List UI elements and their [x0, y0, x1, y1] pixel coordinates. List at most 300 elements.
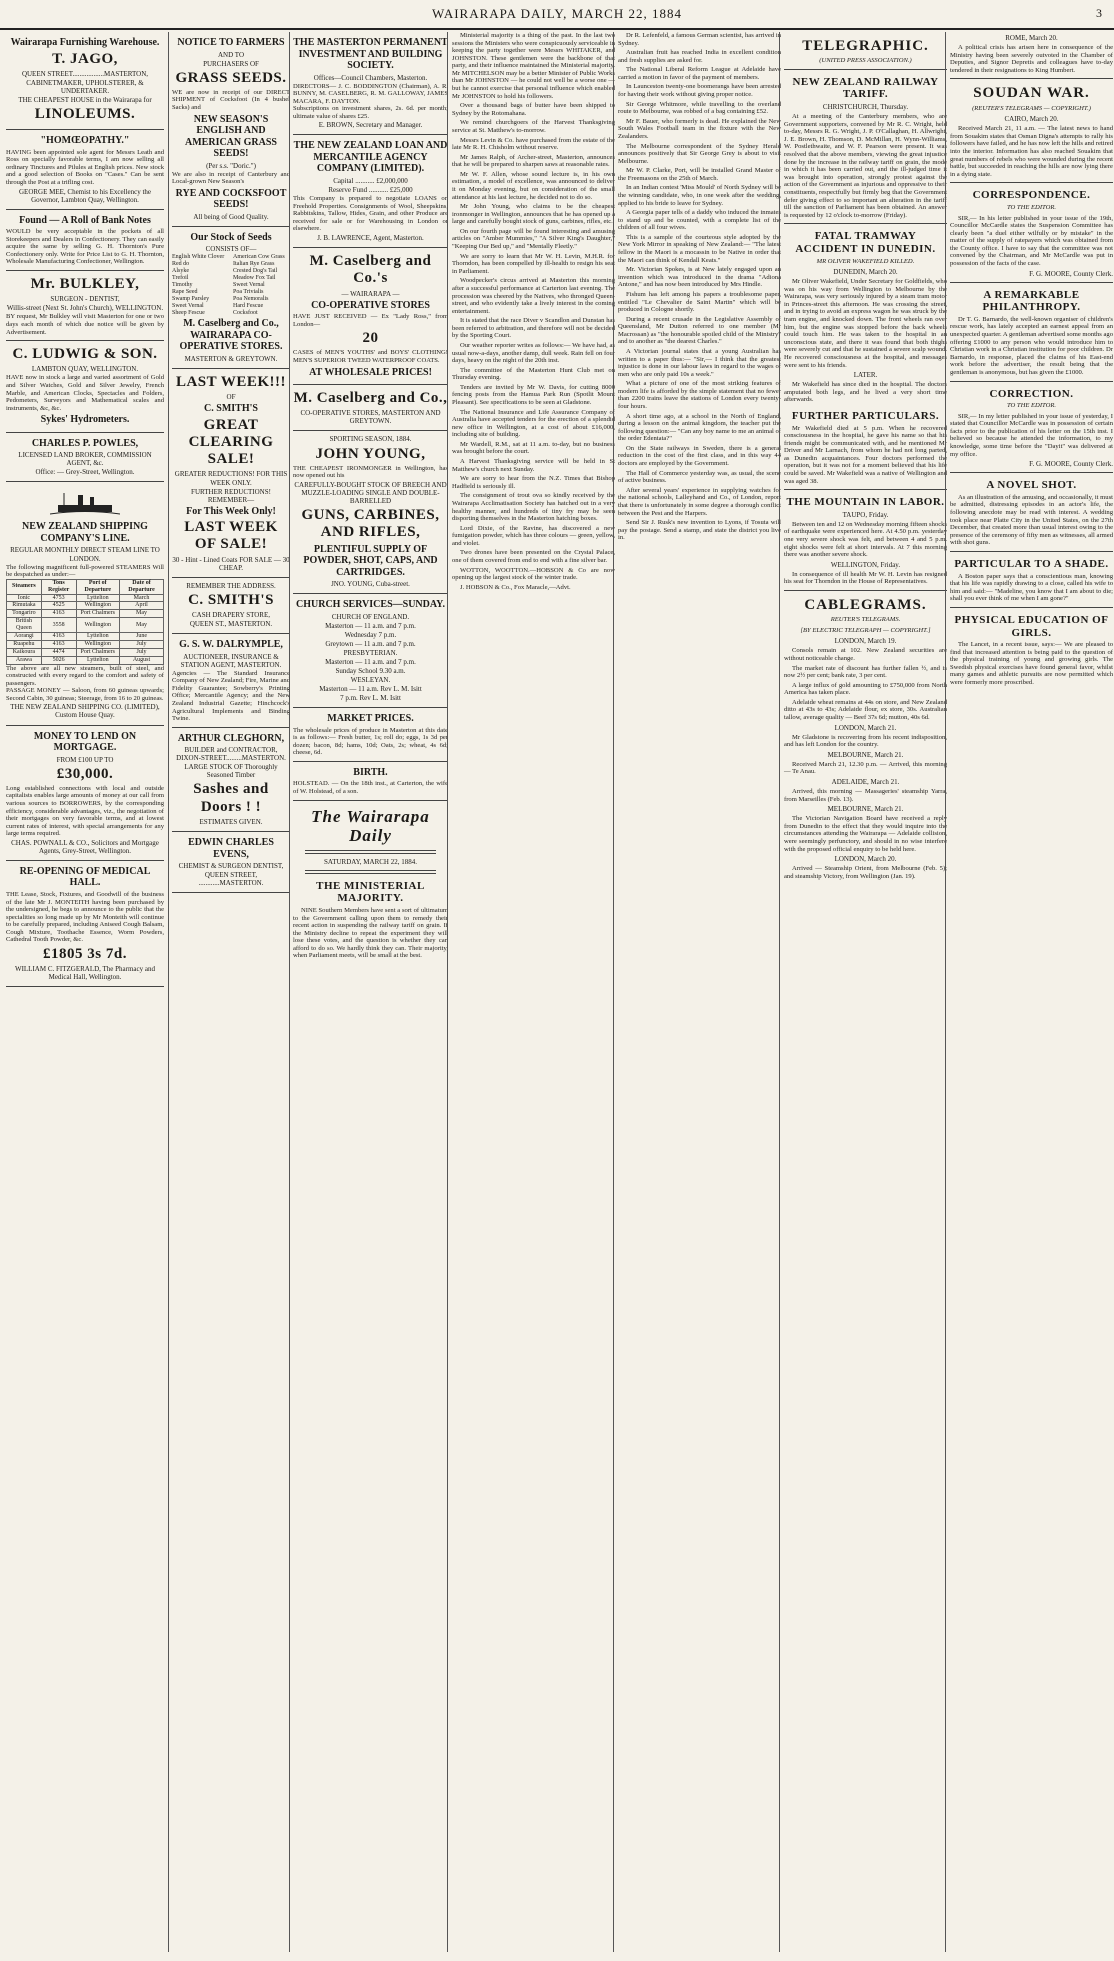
- birth-notice: [293, 762, 448, 801]
- table-cell: 4163: [41, 610, 76, 618]
- seed-item: Sheep Fescue: [172, 309, 205, 316]
- ad-line5: 30 - Hint - Lined Coats FOR SALE — 30 CHEAP.: [172, 555, 290, 572]
- section-heading-cablegrams: CABLEGRAMS.: [804, 596, 927, 613]
- ad-building-society: [293, 32, 448, 135]
- table-cell: July: [120, 640, 164, 648]
- divider: [305, 870, 436, 874]
- ad-line: THE CHEAPEST HOUSE in the Wairarapa for: [18, 95, 152, 104]
- ad-per: (Per s.s. "Doric."): [206, 161, 256, 170]
- ad-agent: Sykes' Hydrometers.: [40, 414, 130, 426]
- section-sub: TO THE EDITOR.: [1006, 203, 1057, 211]
- church-name: WESLEYAN.: [350, 675, 391, 684]
- article-body: A political crisis has arisen here in consequence of the Ministry having been severely outvoted in the Chamber of Deputies, and Signor Depretis and colleagues have to-day tendered in their resignations to King Humbert.: [950, 44, 1113, 74]
- table-cell: Tongariro: [7, 610, 42, 618]
- table-cell: April: [120, 602, 164, 610]
- ad-heading: Our Stock of Seeds: [190, 231, 272, 243]
- page-number: 3: [1096, 6, 1102, 20]
- table-cell: 4163: [41, 640, 76, 648]
- news-item: The Melbourne correspondent of the Sydney Herald announces positively that Sir George Grey is about to visit Melbourne.: [618, 142, 781, 165]
- article-heading: FATAL TRAMWAY ACCIDENT IN DUNEDIN.: [795, 230, 936, 255]
- ad-body: This Company is prepared to negotiate LOANS on Freehold Properties. Consignments of Wool, Sheepskins, Rabbitskins, Tallow, Hides, Grain, and other Produce are received for sale or for Warehousing in London or elsewhere.: [293, 195, 448, 233]
- ad-caselberg-stores: [293, 248, 448, 385]
- ad-signature: CHAS. POWNALL & CO., Solicitors and Mortgage Agents, Grey-Street, Wellington.: [11, 838, 159, 855]
- ad-stock: LARGE STOCK OF Thoroughly Seasoned Timber: [184, 763, 278, 780]
- ad-heading: CHARLES P. POWLES,: [31, 437, 139, 449]
- ad-heading: EDWIN CHARLES EVENS,: [188, 837, 274, 860]
- section-sub: TO THE EDITOR.: [1006, 402, 1057, 410]
- section-heading-correspondence: CORRESPONDENCE.: [972, 189, 1091, 202]
- service-times: [293, 622, 448, 648]
- dateline: LONDON, March 20.: [834, 855, 897, 864]
- cable-item: Arrived — Steamship Orient, from Melbourne (Feb. 5); and steamship Victory, from Wellington (Jan. 19).: [784, 865, 947, 880]
- seed-item: Cocksfoot: [233, 309, 258, 316]
- ad-price: £1805 3s 7d.: [43, 945, 127, 962]
- table-cell: 3558: [41, 618, 76, 633]
- news-item: Messrs Levin & Co. have purchased from the estate of the late Mr R. H. Chisholm without reserve.: [452, 136, 615, 152]
- ad-body: Agencies — The Standard Insurance Company of New Zealand; Fire, Marine and Fidelity Guarantee; Sowberry's Printing Office; Mercantile Agency; and the New Zealand Industrial Gazette; Hinchcock's Agricultural Implements and Binding Twine.: [172, 669, 290, 723]
- newspaper-masthead-title: WAIRARAPA DAILY, MARCH 22, 1884: [431, 6, 682, 21]
- ad-name: T. JAGO,: [52, 50, 118, 67]
- news-item: A Harvest Thanksgiving service will be held in St Matthew's church next Sunday.: [452, 458, 615, 473]
- article-heading: PARTICULAR TO A SHADE.: [954, 557, 1109, 570]
- section-sub: (UNITED PRESS ASSOCIATION.): [819, 57, 912, 65]
- article-body: Dr T. G. Barnardo, the well-known organiser of children's rescue work, has lately accepted an earnest appeal from an unexpected quarter. A gentleman advertised some months ago offering £1000 to any person who would introduce him to Christian work in a Christian institution for poor children. Dr Barnardo, in response, placed the claims of his East-end work before the advertiser, the result being that the gentleman is anonymous, but has given the £1000.: [950, 315, 1113, 376]
- ad-ludwig: [6, 341, 164, 433]
- ad-heading: THE NEW ZEALAND LOAN AND MERCANTILE AGENCY COMPANY (LIMITED).: [293, 140, 448, 175]
- ad-bank-notes: [6, 210, 164, 271]
- table-cell: Kaikoura: [7, 648, 42, 656]
- cable-item: The Victorian Navigation Board have received a reply from Dunedin to the effect that they would inquire into the circumstances attending the Wairarapa — Adelaide collision, were seemingly perfunctory, and should in no wise interfere with the proposed official enquiry to be held here.: [784, 815, 947, 853]
- service-times: [293, 685, 448, 702]
- ad-money: [6, 726, 164, 861]
- seed-item: Alsyke: [172, 268, 189, 275]
- table-cell: July: [120, 648, 164, 656]
- section-sub: (REUTER'S TELEGRAMS — COPYRIGHT.): [972, 104, 1091, 112]
- divider: [784, 223, 947, 224]
- news-item: Dr R. Lefenfeld, a famous German scientist, has arrived in Sydney.: [618, 32, 781, 47]
- table-cell: March: [120, 594, 164, 602]
- table-cell: 4474: [41, 648, 76, 656]
- divider: [950, 282, 1113, 283]
- table-cell: Wellington: [76, 602, 120, 610]
- table-cell: Port Chalmers: [76, 610, 120, 618]
- article-body: At a meeting of the Canterbury members, who are Government supporters, convened by Mr R. C. Wright, held to-day, Messrs R. G. Wright, J. P. O'Callaghan, H. Allwright, J. E. Brown, H. Thomson, D. McMillan, H. Wynn-Williams, W. Postlethwaite, and W. F. Pearson were present. It was resolved that the above members, viewing the great injustice done by the increase in the railway tariff on grain, the mode in which it has been carried out, and the ill-judged time it was brought into operation, strongly protest against the action of the Government as injurious and oppressive to their constituents, respectfully but firmly beg that the Government defer giving effect to so important an alteration in the tariff till the sanction of Parliament has been obtained. An answer is requested by 12 o'clock to-morrow (Friday).: [784, 113, 947, 219]
- table-cell: 4163: [41, 632, 76, 640]
- table-header: Date of Departure: [120, 579, 164, 594]
- sailing-table: [6, 579, 164, 665]
- letter-body: SIR,— In my letter published in your issue of yesterday, I stated that Councillor McCardle was in possession of certain facts prior to the publication of his letter on the 15th inst. I believed so because he attended the information, to my knowledge, some time before the "Dayit" was delivered at my office.: [950, 412, 1113, 458]
- ad-line2: FURTHER REDUCTIONS! REMEMBER—: [191, 487, 271, 504]
- seed-item: Italian Rye Grass: [233, 261, 275, 268]
- ad-line4: LAST WEEK OF SALE!: [184, 519, 278, 553]
- ad-address: QUEEN ST., MASTERTON.: [189, 620, 273, 629]
- article-body: Received March 21, 11 a.m. — The latest news to hand from Souakim states that Osman Digna's attempts to rally his followers have failed, and he has now left the hills and retired into the interior. Information has also reached Souakim that great numbers of rebels who were wounded during the recent battle, but succeeded in reaching the hills are now lying there in a dying state.: [950, 125, 1113, 178]
- seed-item: Trefoil: [172, 275, 189, 282]
- table-cell: British Queen: [7, 618, 42, 633]
- ad-big: LINOLEUMS.: [34, 105, 136, 122]
- service-time: Masterton — 11 a.m. Rev L. M. Isitt: [319, 684, 422, 693]
- ad-heading: NOTICE TO FARMERS: [177, 37, 285, 48]
- ad-sub: CHEMIST & SURGEON DENTIST,: [178, 862, 284, 871]
- letter-body: SIR,— In his letter published in your issue of the 19th, Councillor McCardle states the Suspension Committee has clearly been "a duel either wilfully or by mistake" in the matter of the supply of ratepayers which was obtained from the County office. I have to say that the committee was not convened by the Chairman, and Mr McCardle was put in possession of the facts of the case.: [950, 214, 1113, 267]
- section-heading: MARKET PRICES.: [327, 713, 414, 725]
- issue-date: SATURDAY, MARCH 22, 1884.: [324, 857, 417, 866]
- news-item: Mr F. Bauer, who formerly is dead. He explained the New South Wales Football team in the fixture with the New Zealanders.: [618, 117, 781, 140]
- divider: [950, 551, 1113, 552]
- news-item: Two drones have been presented on the Crystal Palace, one of them covered from end to end with a fine silver bar.: [452, 549, 615, 564]
- ad-grass-seeds: [172, 32, 290, 227]
- service-time: 7 p.m. Rev L. M. Isitt: [340, 694, 401, 703]
- masthead: [0, 0, 1114, 30]
- advt-item: WOTTON, WOOTTON.—HOBSON & Co are now opening up the largest stock of the winter trade.: [452, 566, 615, 582]
- news-item: The National Insurance and Life Assurance Company of Australia have accepted tenders for the erection of a splendid new office in Wellington, at a cost of about £16,000, including site of building.: [452, 408, 615, 439]
- ad-and: AND TO: [218, 50, 244, 59]
- ad-body: WE are now in receipt of our DIRECT SHIPMENT of Cocksfoot (In 4 bushel Sacks) and: [172, 88, 290, 111]
- ad-place: MASTERTON & GREYTOWN.: [184, 354, 278, 363]
- ad-line: The following magnificent full-powered STEAMERS Will be despatched as under:—: [6, 563, 164, 579]
- leader-heading: THE MINISTERIAL MAJORITY.: [316, 879, 425, 905]
- ad-heading: M. Caselberg and Co.,: [293, 390, 448, 407]
- ad-sub: AUCTIONEER, INSURANCE & STATION AGENT, MASTERTON.: [180, 652, 282, 669]
- ad-address: Office: — Grey-Street, Wellington.: [35, 468, 135, 477]
- article-body: Mr Wakefield has since died in the hospital. The doctors amputated both legs, and he lived a very short time afterwards.: [784, 381, 947, 404]
- ad-sub: REGULAR MONTHLY DIRECT STEAM LINE TO LONDON.: [10, 546, 160, 563]
- service-time: Greytown — 11 a.m. and 7 p.m.: [325, 639, 416, 648]
- news-item: On our fourth page will be found interesting and amusing articles on "Amber Mummies," "A Silver King's Daughter," "Keeping Our Bed up," and "Mentally Fleetly.": [452, 227, 615, 251]
- advt-signature: J. HOBSON & Co., Fox Maracle,—Advt.: [460, 583, 571, 591]
- cable-item: Consols remain at 102. New Zealand securities are without noticeable change.: [784, 647, 947, 662]
- ad-of: OF: [226, 393, 236, 402]
- seed-item: Crested Dog's Tail: [233, 268, 278, 275]
- news-item: Mr W. P. Clarke, Port, will be installed Grand Master of the Freemasons on the 25th of March.: [618, 167, 781, 182]
- news-item: Over a thousand bags of butter have been shipped to Sydney by the Rotomahana.: [452, 102, 615, 117]
- ad-new: NEW SEASON'S ENGLISH AND AMERICAN GRASS SEEDS!: [185, 113, 277, 160]
- ad-dalrymple: [172, 634, 290, 728]
- ad-sub: PURCHASERS OF: [203, 59, 259, 68]
- ad-big: GRASS SEEDS.: [175, 69, 287, 86]
- section-heading-soudan: SOUDAN WAR.: [973, 85, 1090, 102]
- dateline: CAIRO, March 20.: [1004, 115, 1059, 124]
- ad-evens: [172, 832, 290, 893]
- seed-item: Poa Trivialis: [233, 288, 264, 295]
- column-2: [168, 32, 290, 1952]
- divider: [950, 607, 1113, 608]
- news-item: Mr John Young, who claims to be the cheapest ironmonger in Wellington, announces that he has opened up a large and carefully bought stock of guns, carbines, rifles, etc.: [452, 203, 615, 226]
- section-heading: BIRTH.: [353, 766, 388, 778]
- divider: [305, 850, 436, 854]
- table-cell: Arawa: [7, 656, 42, 664]
- seed-item: Hard Fescue: [233, 302, 264, 309]
- ad-smith-sale: [172, 369, 290, 578]
- dateline: DUNEDIN, March 20.: [833, 268, 898, 277]
- table-cell: Lyttelton: [76, 594, 120, 602]
- news-item: A Georgia paper tells of a daddy who induced the inmates to stand up and be counted, with a complete list of the children of all four wives.: [618, 209, 781, 232]
- divider: [784, 69, 947, 70]
- ad-address: Willis-street (Next St. John's Church), WELLINGTON.: [6, 304, 164, 313]
- seed-item: Poa Nemoralis: [233, 295, 269, 302]
- news-item: After several years' experience in supplying watches for the national schools, Lalleyhand and Co., of London, report that there is unfortunately in some degree a thorough conflict between the Pest and the Harpers.: [618, 486, 781, 517]
- news-item: Mr W. F. Allen, whose sound lecture is, in his own estimation, a model of excellence, was announced to deliver it on Monday evening, but on consideration of the small attendance at his last lecture, he decided not to do so.: [452, 170, 615, 201]
- table-cell: Port Chalmers: [76, 648, 120, 656]
- ad-body: Subscriptions on investment shares, 2s. 6d. per month; ultimate value of shares £25.: [293, 105, 448, 120]
- ad-big: Sashes and Doors ! !: [193, 781, 269, 815]
- article-heading: THE MOUNTAIN IN LABOR.: [786, 496, 945, 509]
- table-cell: 4525: [41, 602, 76, 610]
- table-cell: Wellington: [76, 640, 120, 648]
- news-item: Mr. Victorian Spokes, is at New lately engaged upon an invention which was introduced in the drama "Adiona Antone," and has now been introduced by Mrs Hindle.: [618, 266, 781, 289]
- news-item: It is stated that the race Diver v Scandlon and Dunstan has been referred to arbitration, and therefore will not be decided by the Sporting Court.: [452, 317, 615, 340]
- ad-body: WOULD be very acceptable in the pockets of all Storekeepers and Dealers in Confectionery. They can easily acquire the same by selling G. H. Thornton's Pure Confectionery only. Write for Price List to G. H. Thornton, Wholesale Manufacturing Confectioner, Wellington.: [6, 228, 164, 266]
- church-services: [293, 594, 448, 708]
- service-times: [293, 658, 448, 675]
- ad-sub: — WAIRARAPA —: [341, 289, 400, 298]
- table-cell: May: [120, 618, 164, 633]
- ad-price: AT WHOLESALE PRICES!: [309, 366, 432, 378]
- ad-heading: REMEMBER THE ADDRESS.: [186, 581, 276, 590]
- news-item: Fishum has left among his papers a troublesome paper, entitled "Le Chevalier de Saint Martin" which will be produced in Cologne shortly.: [618, 290, 781, 314]
- ad-heading: G. S. W. DALRYMPLE,: [179, 639, 283, 651]
- column-4: [447, 32, 615, 1952]
- ad-sub: CO-OPERATIVE STORES, MASTERTON AND GREYTOWN.: [300, 409, 441, 426]
- seed-item: Swamp Parsley: [172, 295, 210, 302]
- table-header: Tons Register: [41, 579, 76, 594]
- newspaper-nameplate: The Wairarapa Daily: [311, 806, 430, 846]
- table-row: [7, 594, 164, 602]
- advt-item: Send Sir J. Rusk's new invention to Lyons, if Tosuta will pay the postage. Send a stamp, and state the district you live in.: [618, 519, 781, 542]
- ad-john-young: [293, 431, 448, 594]
- table-row: [7, 656, 164, 664]
- ad-directors: DIRECTORS— J. C. BODDINGTON (Chairman), A. R. BUNNY, M. CASELBERG, R. M. GALLOWAY, JAMES MACARA, F. DAYTON.: [293, 82, 448, 105]
- column-7: [945, 32, 1113, 1952]
- table-header: Steamers: [7, 579, 42, 594]
- ad-sub: BUILDER and CONTRACTOR, DIXON-STREET.........MASTERTON.: [176, 746, 286, 763]
- service-time: Sunday School 9.30 a.m.: [335, 666, 406, 675]
- ad-heading: M. Caselberg and Co.'s: [309, 253, 432, 287]
- ad-jago: [6, 32, 164, 130]
- ad-line1: GREATER REDUCTIONS! FOR THIS WEEK ONLY.: [174, 470, 288, 487]
- ad-big: CAREFULLY-BOUGHT STOCK OF BREECH AND MUZZLE-LOADING SINGLE AND DOUBLE-BARRELLED: [294, 480, 447, 506]
- ad-agent: THE NEW ZEALAND SHIPPING CO. (LIMITED), Custom House Quay.: [10, 703, 160, 720]
- ad-big: GREAT CLEARING SALE!: [188, 416, 274, 468]
- ad-heading: Found — A Roll of Bank Notes: [19, 214, 151, 226]
- ad-caselberg-co: [293, 385, 448, 431]
- divider: [784, 489, 947, 490]
- ad-body: BY request, Mr Bulkley will visit Masterton for one or two days each month of which due notice will be given by Advertisement.: [6, 313, 164, 336]
- article-paragraph: Ministerial majority is a thing of the past. In the last two sessions the Ministers who were conspicuously serviceable in keeping the party together were Messrs WHITAKER, and JOHNSTON. These gentlemen were the backbone of that party, and their influence maintained the Ministerial majority. Mr MITCHELSON may be a better Minister of Public Works than Mr JOHNSTON — he could not well be a worse one — but he cannot exercise that personal influence which enabled Mr JOHNSTON to hold his followers.: [452, 32, 615, 100]
- seed-list: [172, 254, 290, 316]
- ad-trade: SURGEON - DENTIST,: [50, 295, 120, 304]
- news-item: Mr Wardell, R.M., sat at 11 a.m. to-day, but no business was brought before the court.: [452, 440, 615, 456]
- ad-name: C. SMITH'S: [188, 591, 274, 608]
- seed-item: Meadow Fox Tail: [233, 275, 276, 282]
- news-item: In Launceston twenty-one boomerangs have been arrested for having their work without giving proper notice.: [618, 83, 781, 99]
- seed-item: American Cow Grass: [233, 254, 285, 261]
- ad-place: LAMBTON QUAY, WELLINGTON.: [31, 365, 139, 374]
- article-body: Between ten and 12 on Wednesday morning fifteen shocks of earthquake were experienced here. At 4.50 p.m. yesterday one very severe shock was felt, and between 4 and 5 p.m. eight shocks were felt at short intervals. At 7 this morning there was another severe shock.: [784, 520, 947, 559]
- ad-heading: NEW ZEALAND SHIPPING COMPANY'S LINE.: [22, 521, 148, 544]
- church-name: CHURCH OF ENGLAND.: [331, 612, 410, 621]
- seed-item: Rape Seed: [172, 288, 198, 295]
- ad-amount: £30,000.: [56, 765, 114, 782]
- news-item: A Victorian journal states that a young Australian has written to a paper thus:— "Sir,— I think that the greatest injustice is done in our labour laws in regard to the wages of men who are only paid 10s a week.": [618, 347, 781, 378]
- table-cell: 4753: [41, 594, 76, 602]
- news-item: The committee of the Masterton Hunt Club met on Thursday evening.: [452, 366, 615, 382]
- ad-street: QUEEN STREET..................MASTERTON,: [21, 69, 149, 78]
- ad-body: HAVE now in stock a large and varied assortment of Gold and Silver Watches, Gold and Silver Jewelry, French Marble, and American Clocks, Spectacles and Folders, Pedometers, Surveyors and Mathematical scales and instruments, &c, &c.: [6, 374, 164, 412]
- later-heading: LATER.: [853, 371, 878, 380]
- ad-signature: E. BROWN, Secretary and Manager.: [318, 121, 423, 130]
- ad-estimates: ESTIMATES GIVEN.: [199, 817, 263, 826]
- ad-signature: GEORGE MEE, Chemist to his Excellency the Governor, Lambton Quay, Wellington.: [18, 187, 151, 204]
- divider: [784, 590, 947, 591]
- column-1: [6, 32, 164, 1952]
- ad-body: The above are all new steamers, built of steel, and constructed with every regard to the comfort and safety of passengers.: [6, 664, 164, 687]
- service-time: Wednesday 7 p.m.: [344, 630, 397, 639]
- news-item: A short time ago, at a school in the North of England, during a lesson on the animal kingdom, the teacher put the following question:— "Can any boy name to me an animal of the order Edentata?": [618, 412, 781, 443]
- ad-cleghorn: [172, 728, 290, 832]
- table-cell: Lyttelton: [76, 632, 120, 640]
- article-heading: NEW ZEALAND RAILWAY TARIFF.: [792, 75, 939, 101]
- table-cell: Aorangi: [7, 632, 42, 640]
- news-item: Sir George Whitmore, while travelling to the overland route to Melbourne, was robbed of a bag containing £52.: [618, 100, 781, 116]
- article-body: Mr Oliver Wakefield, Under Secretary for Goldfields, who was on his way from Wellington to Melbourne by the Wairarapa, was very seriously injured by a steam tram motor in Princes-street this afternoon. He was crossing the street, and in trying to avoid an express wagon he was struck by the tram engine, and knocked down. The front wheels ran over him, but the engine was stopped before the back wheels could touch him. He was taken to the hospital in an unconscious state, and there it was found that both thighs were severely cut and that he sustained a severe scalp wound. He recovered consciousness at the hospital, and messages were sent to his friends.: [784, 278, 947, 369]
- table-row: [7, 648, 164, 656]
- ad-sub: Offices—Council Chambers, Masterton.: [313, 73, 428, 82]
- section-note: [BY ELECTRIC TELEGRAPH — COPYRIGHT.]: [800, 626, 931, 634]
- ad-smith-address: [172, 578, 290, 634]
- seed-item: Sweet Vernal: [172, 302, 204, 309]
- dateline: TAUPO, Friday.: [842, 510, 889, 519]
- ad-fare: PASSAGE MONEY — Saloon, from 60 guineas upwards; Second Cabin, 30 guineas; Steerage, from 16 to 20 guineas.: [6, 687, 164, 702]
- table-row: [7, 610, 164, 618]
- table-row: [7, 618, 164, 633]
- section-body: HOLSTEAD. — On the 18th inst., at Carterton, the wife of W. Holstead, of a son.: [293, 780, 448, 795]
- ad-capital: Capital ........... £2,000,000: [333, 176, 408, 185]
- news-item: The National Liberal Reform League at Adelaide have carried a motion in favor of the payment of members.: [618, 66, 781, 81]
- leader-body: NINE Southern Members have sent a sort of ultimatum to the Government calling upon them to remedy their recent action in suspending the railway tariff on grain. If the Ministry decline to repeat the experiment they will lose these votes, and the question is whether they can afford to do so. We hardly think they can. Their majority, when Parliament meets, will be small at the best.: [293, 906, 448, 960]
- article-sub: MR OLIVER WAKEFIELD KILLED.: [816, 257, 915, 265]
- news-item: What a picture of one of the most striking features of modern life is afforded by the simple statement that no fewer than 2200 trains leave the stations of London every twenty-four hours.: [618, 380, 781, 411]
- news-item: Mr James Ralph, of Archer-street, Masterton, announces that he will be prepared to sharpen saws at reasonable rates.: [452, 153, 615, 169]
- table-cell: Rimutaka: [7, 602, 42, 610]
- ad-supply: PLENTIFUL SUPPLY OF POWDER, SHOT, CAPS, AND CARTRIDGES.: [303, 543, 438, 578]
- cable-item: A large influx of gold amounting to £750,000 from North America has taken place.: [784, 681, 947, 697]
- table-row: [7, 640, 164, 648]
- dateline: ROME, March 20.: [1005, 34, 1058, 42]
- article-body: In consequence of ill health Mr W. H. Levin has resigned his seat for Thorndon in the House of Representatives.: [784, 570, 947, 586]
- ad-medical-hall: [6, 861, 164, 987]
- news-item: The Hall of Commerce yesterday was, as usual, the scene of active business.: [618, 469, 781, 485]
- section-heading: CHURCH SERVICES—SUNDAY.: [296, 599, 445, 611]
- table-cell: August: [120, 656, 164, 664]
- ad-heading: C. LUDWIG & SON.: [12, 346, 158, 363]
- ad-body2: We are also in receipt of Canterbury and Local-grown New Season's: [172, 170, 290, 186]
- ad-stock-of-seeds: [172, 227, 290, 369]
- table-row: [7, 602, 164, 610]
- seed-item: Red do: [172, 261, 190, 268]
- ad-body: HAVE JUST RECEIVED — Ex "Lady Ross," from London—: [293, 313, 448, 328]
- article-heading: A REMARKABLE PHILANTHROPY.: [982, 288, 1081, 314]
- ad-heading: LAST WEEK!!!: [175, 373, 287, 390]
- ad-body: HAVING been appointed sole agent for Messrs Leath and Ross on specially favorable terms, I am now selling all ordinary Tinctures and Pilules at English prices. New stock and a good selection of Books on "Cases." Can be sent through the Post at a trifling cost.: [6, 148, 164, 186]
- table-cell: Lyttelton: [76, 656, 120, 664]
- article-body: A Boston paper says that a conscientious man, knowing that his life was rapidly drawing to a close, called his wife to him and said:— "Madeline, you know that I am about to die; shall you ever think of me when I am gone?": [950, 572, 1113, 603]
- ad-number: 20: [362, 330, 379, 347]
- divider: [950, 182, 1113, 183]
- seed-item: Timothy: [172, 281, 193, 288]
- steamship-icon: [50, 489, 120, 517]
- ad-body: THE CHEAPEST IRONMONGER in Wellington, has now opened out his: [293, 464, 448, 480]
- ad-reserve: Reserve Fund ........... £25,000: [328, 186, 413, 195]
- divider: [950, 381, 1113, 382]
- section-heading-telegraphic: TELEGRAPHIC.: [802, 38, 929, 54]
- ad-heading: MONEY TO LEND ON MORTGAGE.: [33, 730, 137, 753]
- ad-guns: GUNS, CARBINES, AND RIFLES,: [301, 507, 440, 541]
- ad-trade: LICENSED LAND BROKER, COMMISSION AGENT, &c.: [18, 451, 152, 468]
- ad-from: FROM £100 UP TO: [56, 755, 114, 764]
- seed-item: Sweet Vernal: [233, 281, 265, 288]
- ad-signature: WILLIAM C. FITZGERALD, The Pharmacy and Medical Hall, Wellington.: [14, 965, 156, 982]
- news-item: During a recent crusade in the Legislative Assembly of Queensland, Mr Dutton referred to one member (Mr Macrossan) as "the honourable spoiled child of the Ministry" and to another as "the dearest Charles.": [618, 315, 781, 346]
- ad-shipping: [6, 482, 164, 725]
- ad-heading: THE MASTERTON PERMANENT INVESTMENT AND BUILDING SOCIETY.: [293, 37, 448, 71]
- news-item: Our weather reporter writes as follows:— We have had, as usual now-a-days, another damp, dull week. Rain fell on four days, heavy on the night of the 20th inst.: [452, 341, 615, 365]
- ad-quality: All being of Good Quality.: [193, 212, 269, 221]
- dateline: ADELAIDE, March 21.: [831, 777, 900, 786]
- article-body: Mr Wakefield died at 5 p.m. When he recovered consciousness in the hospital, he gave his name so that his friends might be communicated with, and he mentioned Mr Driver and Mr Larnach, from whom he had not long parted, as Dunedin acquaintances. Four doctors performed the operation, but it was not for a moment believed that his life could be saved. Mr Wakefield was a native of Wellington and was aged 38.: [784, 424, 947, 485]
- article-heading: FURTHER PARTICULARS.: [791, 409, 940, 422]
- article-heading: A NOVEL SHOT.: [986, 479, 1077, 492]
- table-cell: Ruapehu: [7, 640, 42, 648]
- column-6: [779, 32, 947, 1952]
- table-cell: Ionic: [7, 594, 42, 602]
- news-item: We remind churchgoers of the Harvest Thanksgiving service at St. Matthew's to-morrow.: [452, 119, 615, 134]
- news-item: The consignment of trout ova so kindly received by the Wairarapa Acclimatisation Society has hatched out in a very healthy manner, and hundreds of tiny fry may be seen disporting themselves in the Masterton hatching boxes.: [452, 492, 615, 523]
- ad-mid: M. Caselberg and Co., WAIRARAPA CO-OPERATIVE STORES.: [179, 318, 283, 353]
- ad-name: JOHN YOUNG,: [315, 445, 426, 462]
- church-name: PRESBYTERIAN.: [343, 648, 398, 657]
- cable-item: Received March 21, 12.30 p.m. — Arrived, this morning — Te Anau.: [784, 760, 947, 776]
- ad-body: Long established connections with local and outside capitalists enables large amounts of money at our call from various sources to BORROWERS, by the corresponding efficiency, considerable advantages, viz., the negotiation of their mortgages on very favorable terms, and at lowest current rates of interest, with special arrangements for any large terms required.: [6, 784, 164, 838]
- news-item: On the State railways in Sweden, there is a general reduction in the cost of the first class, and in this way 44 doctors are employed by the Government.: [618, 444, 781, 468]
- letter-signature: F. G. MOORE, County Clerk.: [1029, 269, 1113, 278]
- dateline: MELBOURNE, March 21.: [827, 750, 904, 759]
- cable-item: Mr Gladstone is recovering from his recent indisposition, and has left London for the country.: [784, 733, 947, 749]
- ad-line3: For This Week Only!: [186, 505, 276, 517]
- news-item: We are sorry to learn that Mr W. H. Levin, M.H.R. for Thorndon, has been compelled by ill-health to resign his seat in Parliament.: [452, 252, 615, 275]
- news-item: In an Indian contest 'Miss Mould' of North Sydney will be the winning candidate, who, in one week after the wedding, applied to his bride to leave for Sydney.: [618, 184, 781, 207]
- ad-big: CO-OPERATIVE STORES: [311, 299, 430, 311]
- dateline: LONDON, March 19.: [834, 637, 897, 646]
- table-header: Port of Departure: [76, 579, 120, 594]
- section-sub: REUTER'S TELEGRAMS.: [830, 616, 901, 624]
- news-item: Woodpecker's circus arrived at Masterton this morning after a successful performance at Carterton last evening. The procession was cheered by the Natives, who thronged Queen-street, and who evidently take a lively interest in the coming entertainment.: [452, 277, 615, 315]
- service-time: Masterton — 11 a.m. and 7 p.m.: [325, 657, 416, 666]
- dateline: WELLINGTON, Friday.: [830, 560, 901, 569]
- cable-item: Arrived, this morning — Massageries' steamship Yarra, from Marseilles (Feb. 13).: [784, 788, 947, 803]
- ad-heading: RE-OPENING OF MEDICAL HALL.: [19, 865, 151, 889]
- news-item: This is a sample of the courteous style adopted by the New York Mirror in speaking of New Zealand:— "The latest fellow in the Maori is a mocassin to be Native in order that the Maori can think of Kendall Keats.": [618, 233, 781, 264]
- article-body: The Lancet, in a recent issue, says:— We are pleased to find that increased attention is being paid to the question of the physical training of young and growing girls. The Swedish physical exercises have found general favor, whilst many games and athletic pursuits are now permitted which were formerly more proscribed.: [950, 641, 1113, 687]
- cable-item: Adelaide wheat remains at 44s on store, and New Zealand ditto at 43s to 43s; Adelaide flour, ex store, 30s. Australian tallow, average quality — Beef 37s 6d; mutton, 40s 6d.: [784, 698, 947, 721]
- letter-signature: F. G. MOORE, County Clerk.: [1029, 460, 1113, 469]
- service-time: Masterton — 11 a.m. and 7 p.m.: [325, 621, 416, 630]
- news-item: Lord Dixie, of the Ravine, has discovered a new fumigation powder, which has three colours — green, yellow, and violet.: [452, 524, 615, 547]
- seed-item: English White Clover: [172, 254, 225, 261]
- news-item: Tenders are invited by Mr W. Davis, for cutting 8000 fencing posts from the Hamua Park Run (Spotlit Mount Pleasant). See specifications to be seen at Gladstone.: [452, 383, 615, 407]
- ad-signature: JNO. YOUNG, Cuba-street.: [331, 580, 410, 589]
- ad-heading: Wairarapa Furnishing Warehouse.: [10, 37, 160, 48]
